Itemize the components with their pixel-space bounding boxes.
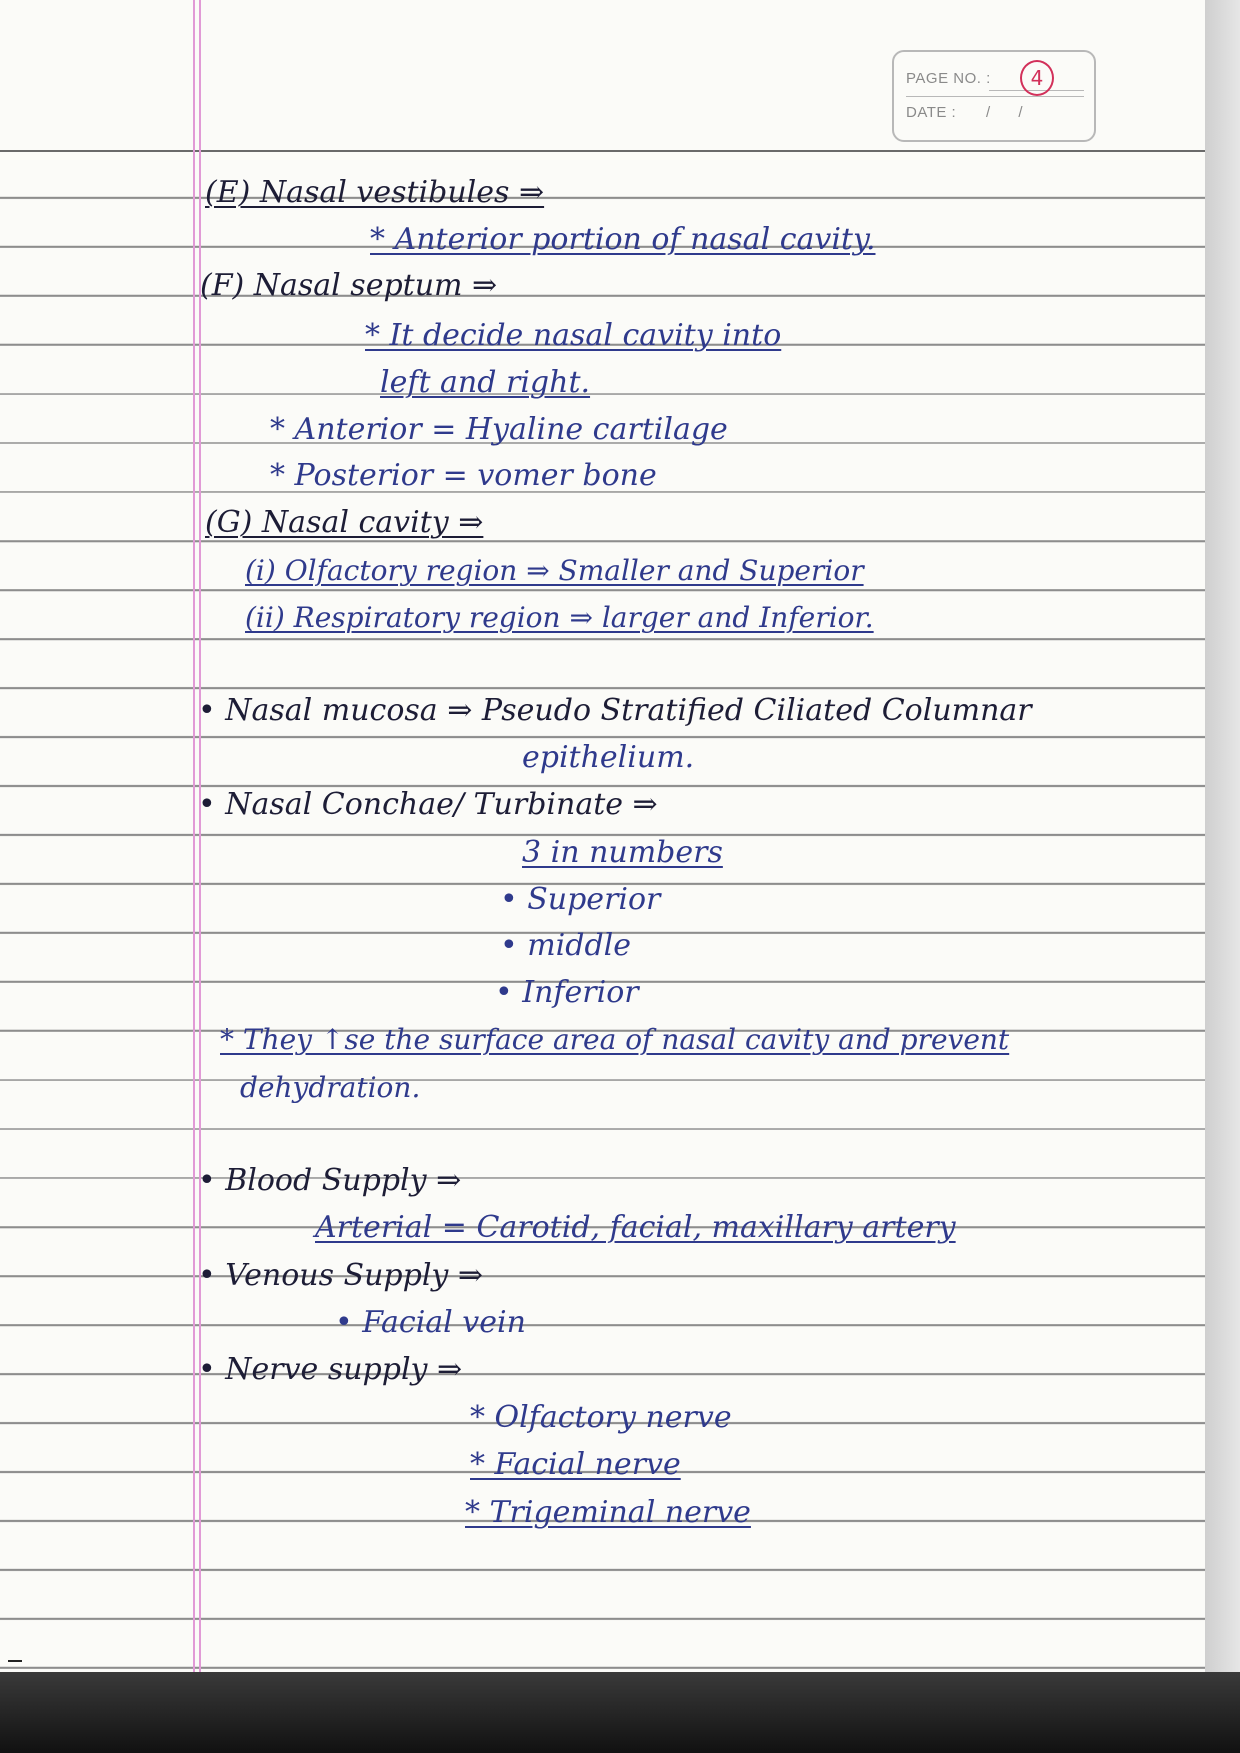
page-no-label: PAGE NO. : xyxy=(906,70,991,87)
date-label: DATE : xyxy=(906,104,957,121)
note-olfactory-nerve: * Olfactory nerve xyxy=(470,1400,732,1435)
note-septum-posterior: * Posterior = vomer bone xyxy=(270,458,657,493)
heading-venous-supply: • Venous Supply ⇒ xyxy=(198,1258,484,1293)
note-septum-anterior: * Anterior = Hyaline cartilage xyxy=(270,412,728,447)
heading-blood-supply: • Blood Supply ⇒ xyxy=(198,1163,462,1198)
note-respiratory-region: (ii) Respiratory region ⇒ larger and Inferior. xyxy=(245,601,874,634)
note-olfactory-region: (i) Olfactory region ⇒ Smaller and Superior xyxy=(245,554,864,587)
note-trigeminal-nerve: * Trigeminal nerve xyxy=(465,1495,751,1530)
heading-nasal-conchae: • Nasal Conchae/ Turbinate ⇒ xyxy=(198,787,658,822)
top-rule-line xyxy=(0,150,1205,152)
date-rule xyxy=(906,96,1084,97)
note-septum-left-right: left and right. xyxy=(380,365,591,400)
heading-nasal-septum: (F) Nasal septum ⇒ xyxy=(200,268,498,303)
page-edge-shadow xyxy=(1205,0,1240,1753)
page-date-box xyxy=(892,50,1096,142)
note-conchae-dehydration: dehydration. xyxy=(240,1071,421,1104)
heading-nerve-supply: • Nerve supply ⇒ xyxy=(198,1352,463,1387)
note-conchae-middle: • middle xyxy=(500,928,632,963)
page-number: 4 xyxy=(1020,60,1054,96)
scan-bottom-edge xyxy=(0,1672,1240,1753)
date-value: / / xyxy=(986,104,1035,121)
note-facial-nerve: * Facial nerve xyxy=(470,1447,681,1482)
margin-line xyxy=(199,0,201,1680)
note-conchae-function: * They ↑se the surface area of nasal cavity and prevent xyxy=(220,1023,1010,1056)
note-nasal-vestibules: * Anterior portion of nasal cavity. xyxy=(370,222,876,257)
heading-nasal-mucosa: • Nasal mucosa ⇒ Pseudo Stratified Ciliated Columnar xyxy=(198,693,1032,728)
corner-mark xyxy=(8,1660,22,1662)
note-arterial-supply: Arterial = Carotid, facial, maxillary artery xyxy=(315,1210,956,1245)
note-conchae-count: 3 in numbers xyxy=(522,835,723,870)
note-conchae-superior: • Superior xyxy=(500,882,661,917)
note-septum-divide: * It decide nasal cavity into xyxy=(365,318,782,353)
note-mucosa-epithelium: epithelium. xyxy=(522,740,695,775)
margin-line xyxy=(193,0,195,1680)
heading-nasal-cavity: (G) Nasal cavity ⇒ xyxy=(205,505,484,540)
note-facial-vein: • Facial vein xyxy=(335,1305,526,1340)
note-conchae-inferior: • Inferior xyxy=(495,975,639,1010)
heading-nasal-vestibules: (E) Nasal vestibules ⇒ xyxy=(205,175,545,210)
